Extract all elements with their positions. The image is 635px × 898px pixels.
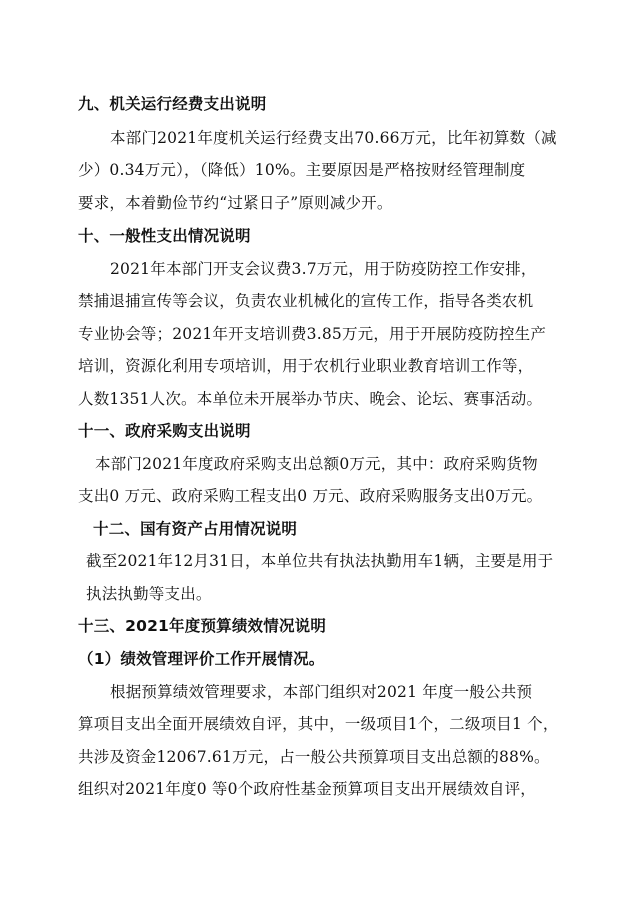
subsection-heading-1: （1）绩效管理评价工作开展情况。 — [78, 650, 325, 668]
section-heading-11: 十一、政府采购支出说明 — [78, 422, 251, 440]
paragraph-line: 执法执勤等支出。 — [86, 585, 212, 603]
paragraph-line: 专业协会等；2021年开支培训费3.85万元，用于开展防疫防控生产 — [78, 325, 547, 343]
paragraph-line: 本部门2021年度机关运行经费支出70.66万元，比年初算数（减 — [110, 129, 557, 147]
section-heading-10: 十、一般性支出情况说明 — [78, 227, 251, 245]
paragraph-line: 要求，本着勤俭节约“过紧日子”原则减少开。 — [78, 194, 393, 212]
paragraph-line: 人数1351人次。本单位未开展举办节庆、晚会、论坛、赛事活动。 — [78, 390, 543, 408]
paragraph-line: 组织对2021年度0 等0个政府性基金预算项目支出开展绩效自评， — [78, 780, 536, 798]
paragraph-line: 禁捕退捕宣传等会议，负责农业机械化的宣传工作，指导各类农机 — [78, 292, 534, 310]
paragraph-line: 支出0 万元、政府采购工程支出0 万元、政府采购服务支出0万元。 — [78, 487, 543, 505]
paragraph-line: 2021年本部门开支会议费3.7万元，用于防疫防控工作安排， — [110, 260, 537, 278]
paragraph-line: 培训，资源化利用专项培训，用于农机行业职业教育培训工作等， — [78, 357, 534, 375]
paragraph-line: 少）0.34万元），（降低）10%。主要原因是严格按财经管理制度 — [78, 161, 526, 179]
paragraph-line: 截至2021年12月31日，本单位共有执法执勤用车1辆，主要是用于 — [86, 552, 554, 570]
section-heading-9: 九、机关运行经费支出说明 — [78, 95, 267, 113]
section-heading-13: 十三、2021年度预算绩效情况说明 — [78, 617, 327, 635]
paragraph-line: 本部门2021年度政府采购支出总额0万元，其中：政府采购货物 — [95, 455, 538, 473]
paragraph-line: 算项目支出全面开展绩效自评，其中，一级项目1个，二级项目1 个， — [78, 715, 559, 733]
section-heading-12: 十二、国有资产占用情况说明 — [93, 520, 298, 538]
paragraph-line: 共涉及资金12067.61万元，占一般公共预算项目支出总额的88%。 — [78, 748, 550, 766]
paragraph-line: 根据预算绩效管理要求，本部门组织对2021 年度一般公共预 — [110, 683, 533, 701]
